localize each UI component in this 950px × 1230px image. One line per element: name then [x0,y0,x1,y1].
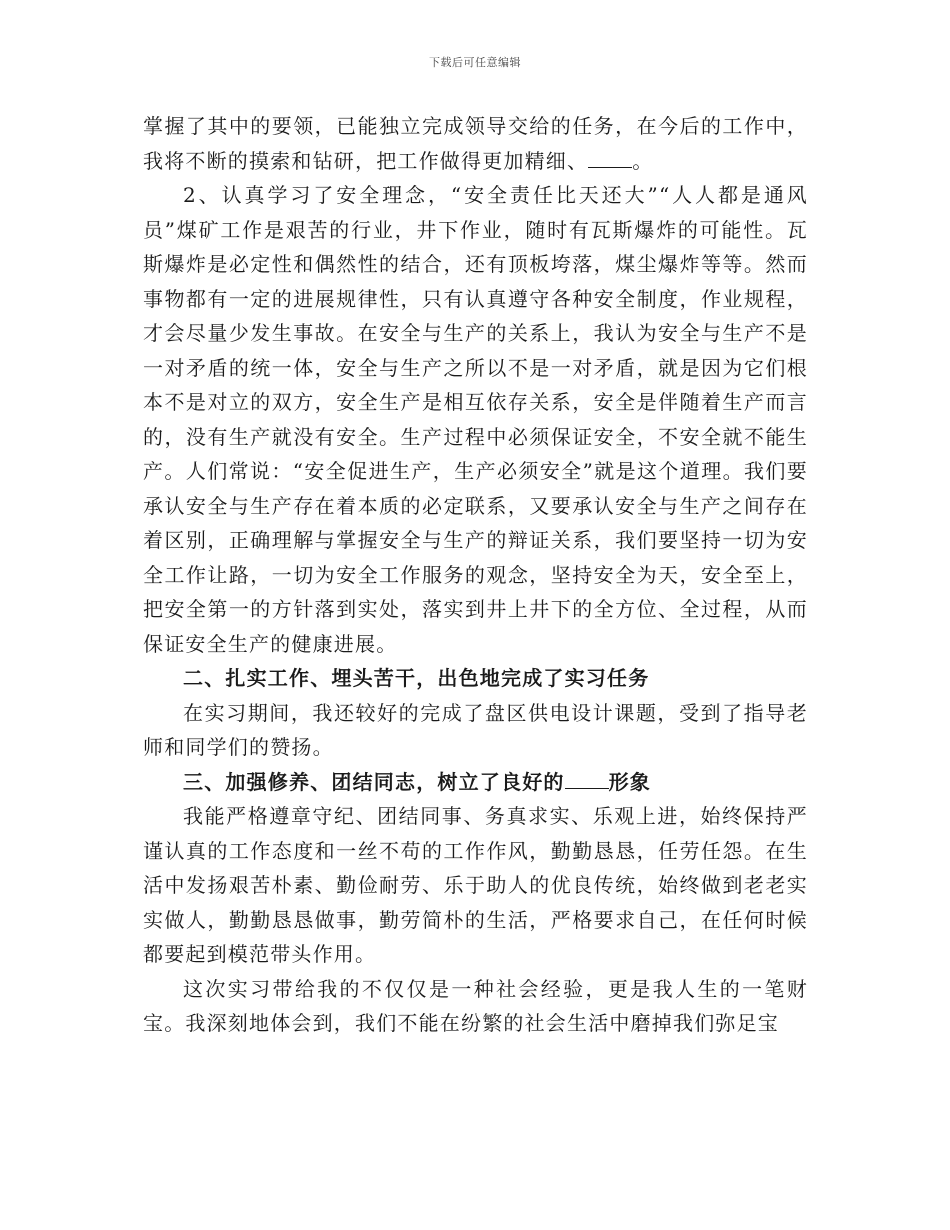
paragraph-3: 在实习期间，我还较好的完成了盘区供电设计课题，受到了指导老师和同学们的赞扬。 [143,700,808,759]
paragraph-1-text: 掌握了其中的要领，已能独立完成领导交给的任务，在今后的工作中，我将不断的摸索和钻研，把工作做得更加精细、 [143,114,808,173]
paragraph-4: 我能严格遵章守纪、团结同事、务真求实、乐观上进，始终保持严谨认真的工作态度和一丝不苟的工作作风，勤勤恳恳，任劳任怨。在生活中发扬艰苦朴素、勤俭耐劳、乐于助人的优良传统，始终做到老老实实做人，勤勤恳恳做事，勤劳简朴的生活，严格要求自己，在任何时候都要起到模范带头作用。 [143,804,808,966]
section-heading-3-end: 形象 [608,769,652,794]
section-heading-2: 二、扎实工作、埋头苦干，出色地完成了实习任务 [183,666,650,690]
section-heading-3 [143,765,808,800]
fill-in-blank [565,770,609,789]
fill-in-blank [588,149,632,168]
paragraph-5: 这次实习带给我的不仅仅是一种社会经验，更是我人生的一笔财宝。我深刻地体会到，我们不能在纷繁的社会生活中磨掉我们弥足宝 [143,976,808,1035]
section-heading-3-text: 三、加强修养、团结同志，树立了良好的 [183,769,565,794]
paragraph-1-end: 。 [632,148,654,173]
page-header-note: 下载后可任意编辑 [429,56,521,69]
paragraph-1 [143,109,808,178]
document-body [143,109,808,1041]
paragraph-2: 2、认真学习了安全理念，“安全责任比天还大”“人人都是通风员”煤矿工作是艰苦的行业，井下作业，随时有瓦斯爆炸的可能性。瓦斯爆炸是必定性和偶然性的结合，还有顶板垮落，煤尘爆炸等等。然而事物都有一定的进展规律性，只有认真遵守各种安全制度，作业规程，才会尽量少发生事故。在安全与生产的关系上，我认为安全与生产不是一对矛盾的统一体，安全与生产之所以不是一对矛盾，就是因为它们根本不是对立的双方，安全生产是相互依存关系，安全是伴随着生产而言的，没有生产就没有安全。生产过程中必须保证安全，不安全就不能生产。人们常说：“安全促进生产，生产必须安全”就是这个道理。我们要承认安全与生产存在着本质的必定联系，又要承认安全与生产之间存在着区别，正确理解与掌握安全与生产的辩证关系，我们要坚持一切为安全工作让路，一切为安全工作服务的观念，坚持安全为天，安全至上，把安全第一的方针落到实处，落实到井上井下的全方位、全过程，从而保证安全生产的健康进展。 [143,183,808,656]
